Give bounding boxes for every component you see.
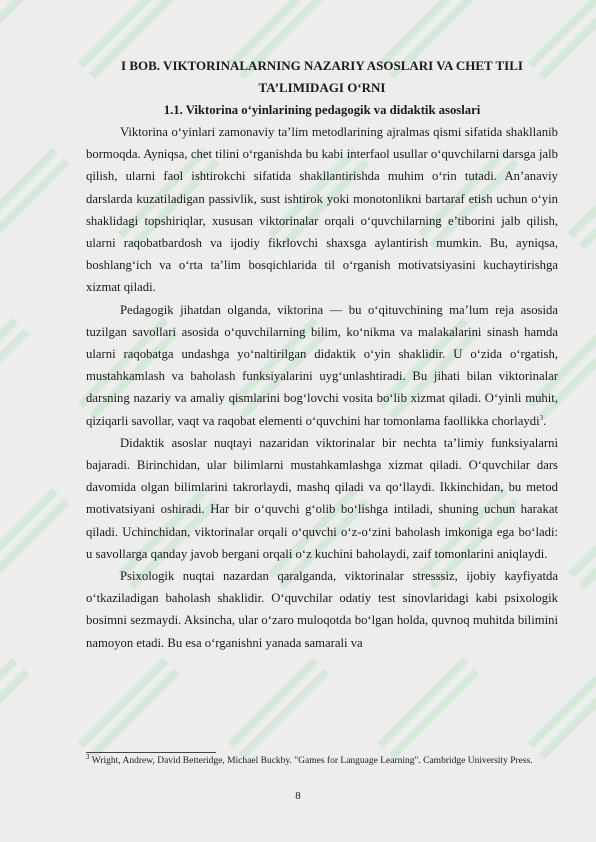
watermark-stripe — [0, 669, 29, 760]
watermark-stripe — [378, 658, 469, 749]
watermark-stripe — [539, 669, 596, 760]
watermark-mark — [0, 658, 29, 760]
watermark-mark — [378, 658, 480, 760]
paragraph-1: Viktorina o‘yinlari zamonaviy ta’lim metodlarining ajralmas qismi sifatida shakllanib bormoqda. Ayniqsa, chet tilini o‘rganishda bu kabi interfaol usullar o‘quvchilarni darsga jalb qilish, ularni faol ishtirokchi sifatida shakllantirishda muhim o‘rin tutadi. An’anaviy darslarda kuzatiladigan passivlik, sust ishtirok yoki monotonlikni bartaraf etish uchun o‘yin shaklidagi topshiriqlar, xususan viktorinalar orqali o‘quvchilarning e’tiborini jalb qilish, ularni raqobatbardosh va ijodiy fikrlovchi shaxsga aylantirish mumkin. Bu, ayniqsa, boshlang‘ich va o‘rta ta’lim bosqichlarida til o‘rganish motivatsiyasini kuchaytirishga xizmat qiladi. — [86, 125, 558, 295]
watermark-mark — [528, 658, 596, 760]
watermark-stripe — [389, 669, 480, 760]
footnote-reference[interactable]: 3 — [539, 413, 544, 422]
paragraph-2-end: . — [543, 413, 547, 428]
watermark-stripe — [89, 669, 180, 760]
section-title: 1.1. Viktorina o‘yinlarining pedagogik va didaktik asoslari — [163, 103, 481, 117]
paragraph-2-text: Pedagogik jihatdan olganda, viktorina — bu o‘qituvchining ma’lum reja asosida tuzilgan savollari asosida o‘quvchilarning bilim, ko‘nikma va malakalarini sinash hamda ularni raqobatga undashga yo‘naltirilgan didaktik o‘yin shaklidir. U o‘zida o‘rgatish, mustahkamlash va baholash funksiyalarini uyg‘unlashtiradi. Bu jihati bilan viktorinalar darsning nazariy va amaliy qismlarini bog‘lovchi vosita bo‘lib xizmat qiladi. O‘yinli muhit, qiziqarli savollar, vaqt va raqobat elementi o‘quvchini har tomonlama faollikka chorlaydi — [86, 302, 558, 428]
watermark-stripe — [78, 658, 169, 749]
chapter-title: I BOB. VIKTORINALARNING NAZARIY ASOSLARI VA CHET TILI TA’LIMIDAGI O‘RNI — [121, 58, 523, 95]
watermark-stripe — [228, 658, 319, 749]
watermark-mark — [228, 658, 330, 760]
paragraph-3: Didaktik asoslar nuqtayi nazaridan viktorinalar bir nechta ta’limiy funksiyalarni bajaradi. Birinchidan, ular bilimlarni mustahkamlashga xizmat qiladi. O‘quvchilar dars davomida olgan bilimlarini takrorlaydi, mashq qiladi va qo‘llaydi. Ikkinchidan, bu metod motivatsiyani oshiradi. Har bir o‘quvchi g‘olib bo‘lishga intiladi, shuning uchun harakat qiladi. Uchinchidan, viktorinalar orqali o‘quvchi o‘z-o‘zini baholash imkoniga ega bo‘ladi: u savollarga qanday javob bergani orqali o‘z kuchini baholaydi, zaif tomonlarini aniqlaydi. — [86, 435, 558, 561]
footnote-text: Wright, Andrew, David Betteridge, Michael Buckby. "Games for Language Learning". Cambridge University Press. — [91, 756, 533, 766]
watermark-stripe — [0, 658, 18, 749]
paragraph-4: Psixologik nuqtai nazardan qaralganda, viktorinalar stresssiz, ijobiy kayfiyatda o‘tkaziladigan baholash shaklidir. O‘quvchilar odatiy test sinovlaridagi kabi psixologik bosimni sezmaydi. Aksincha, ular o‘zaro muloqotda bo‘lgan holda, quvnoq muhitda bilimini namoyon etadi. Bu esa o‘rganishni yanada samarali va — [86, 569, 558, 650]
footnote — [86, 752, 556, 768]
page-number: 8 — [295, 790, 301, 802]
footnote-number: 3 — [86, 752, 90, 761]
paragraph-2 — [86, 299, 558, 432]
watermark-mark — [78, 658, 180, 760]
watermark-stripe — [528, 658, 596, 749]
footnote-divider — [86, 752, 216, 753]
watermark-stripe — [239, 669, 330, 760]
